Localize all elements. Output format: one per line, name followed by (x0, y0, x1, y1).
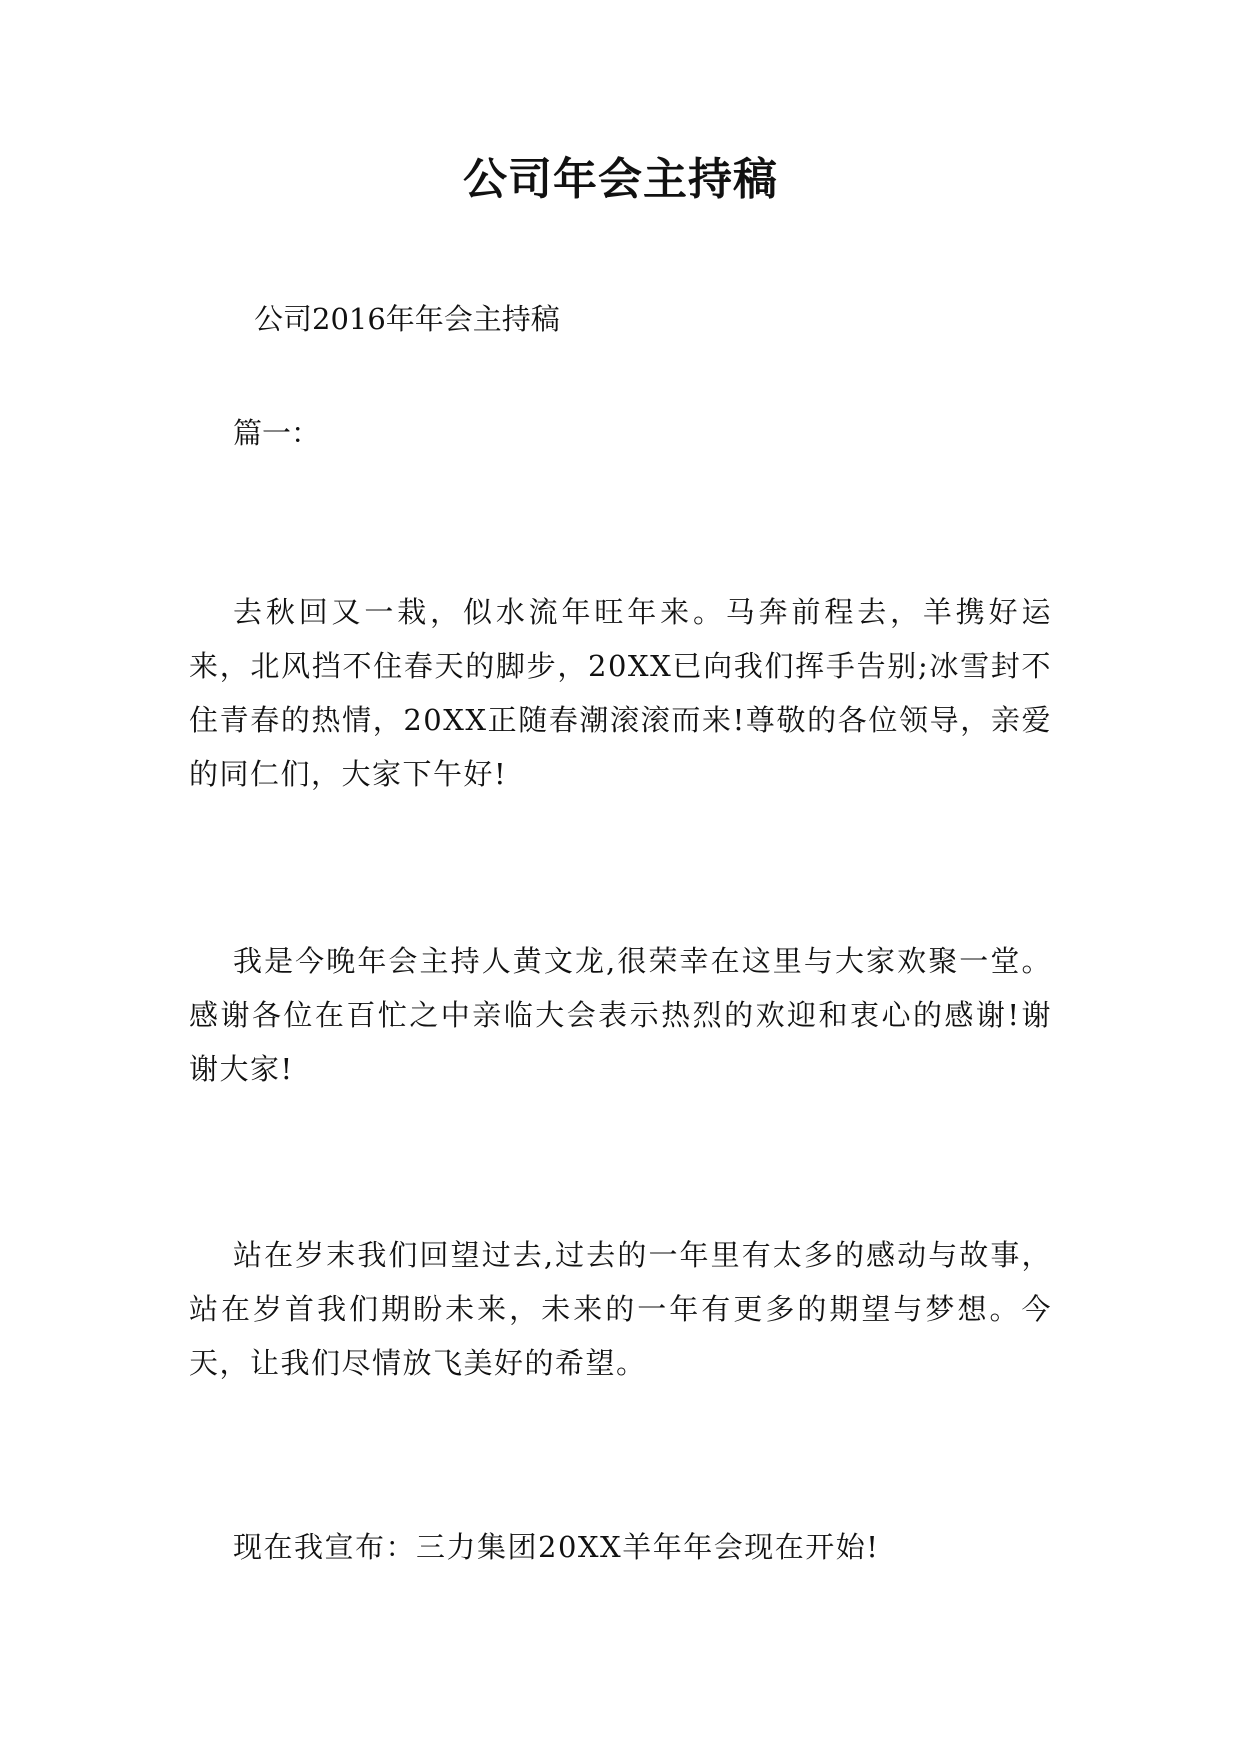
paragraph-2: 我是今晚年会主持人黄文龙,很荣幸在这里与大家欢聚一堂。感谢各位在百忙之中亲临大会表示热烈的欢迎和衷心的感谢!谢谢大家! (189, 944, 1052, 1086)
section-label: 篇一： (233, 416, 321, 450)
paragraph-1: 去秋回又一栽，似水流年旺年来。马奔前程去，羊携好运来，北风挡不住春天的脚步，20XX已向我们挥手告别;冰雪封不住青春的热情，20XX正随春潮滚滚而来!尊敬的各位领导，亲爱的同仁们，大家下午好! (189, 595, 1052, 791)
document-title: 公司年会主持稿 (463, 154, 778, 205)
document-subtitle: 公司2016年年会主持稿 (254, 302, 560, 336)
paragraph-3: 站在岁末我们回望过去,过去的一年里有太多的感动与故事，站在岁首我们期盼未来，未来的一年有更多的期望与梦想。今天，让我们尽情放飞美好的希望。 (189, 1238, 1052, 1380)
paragraph-4: 现在我宣布：三力集团20XX羊年年会现在开始! (233, 1530, 880, 1564)
